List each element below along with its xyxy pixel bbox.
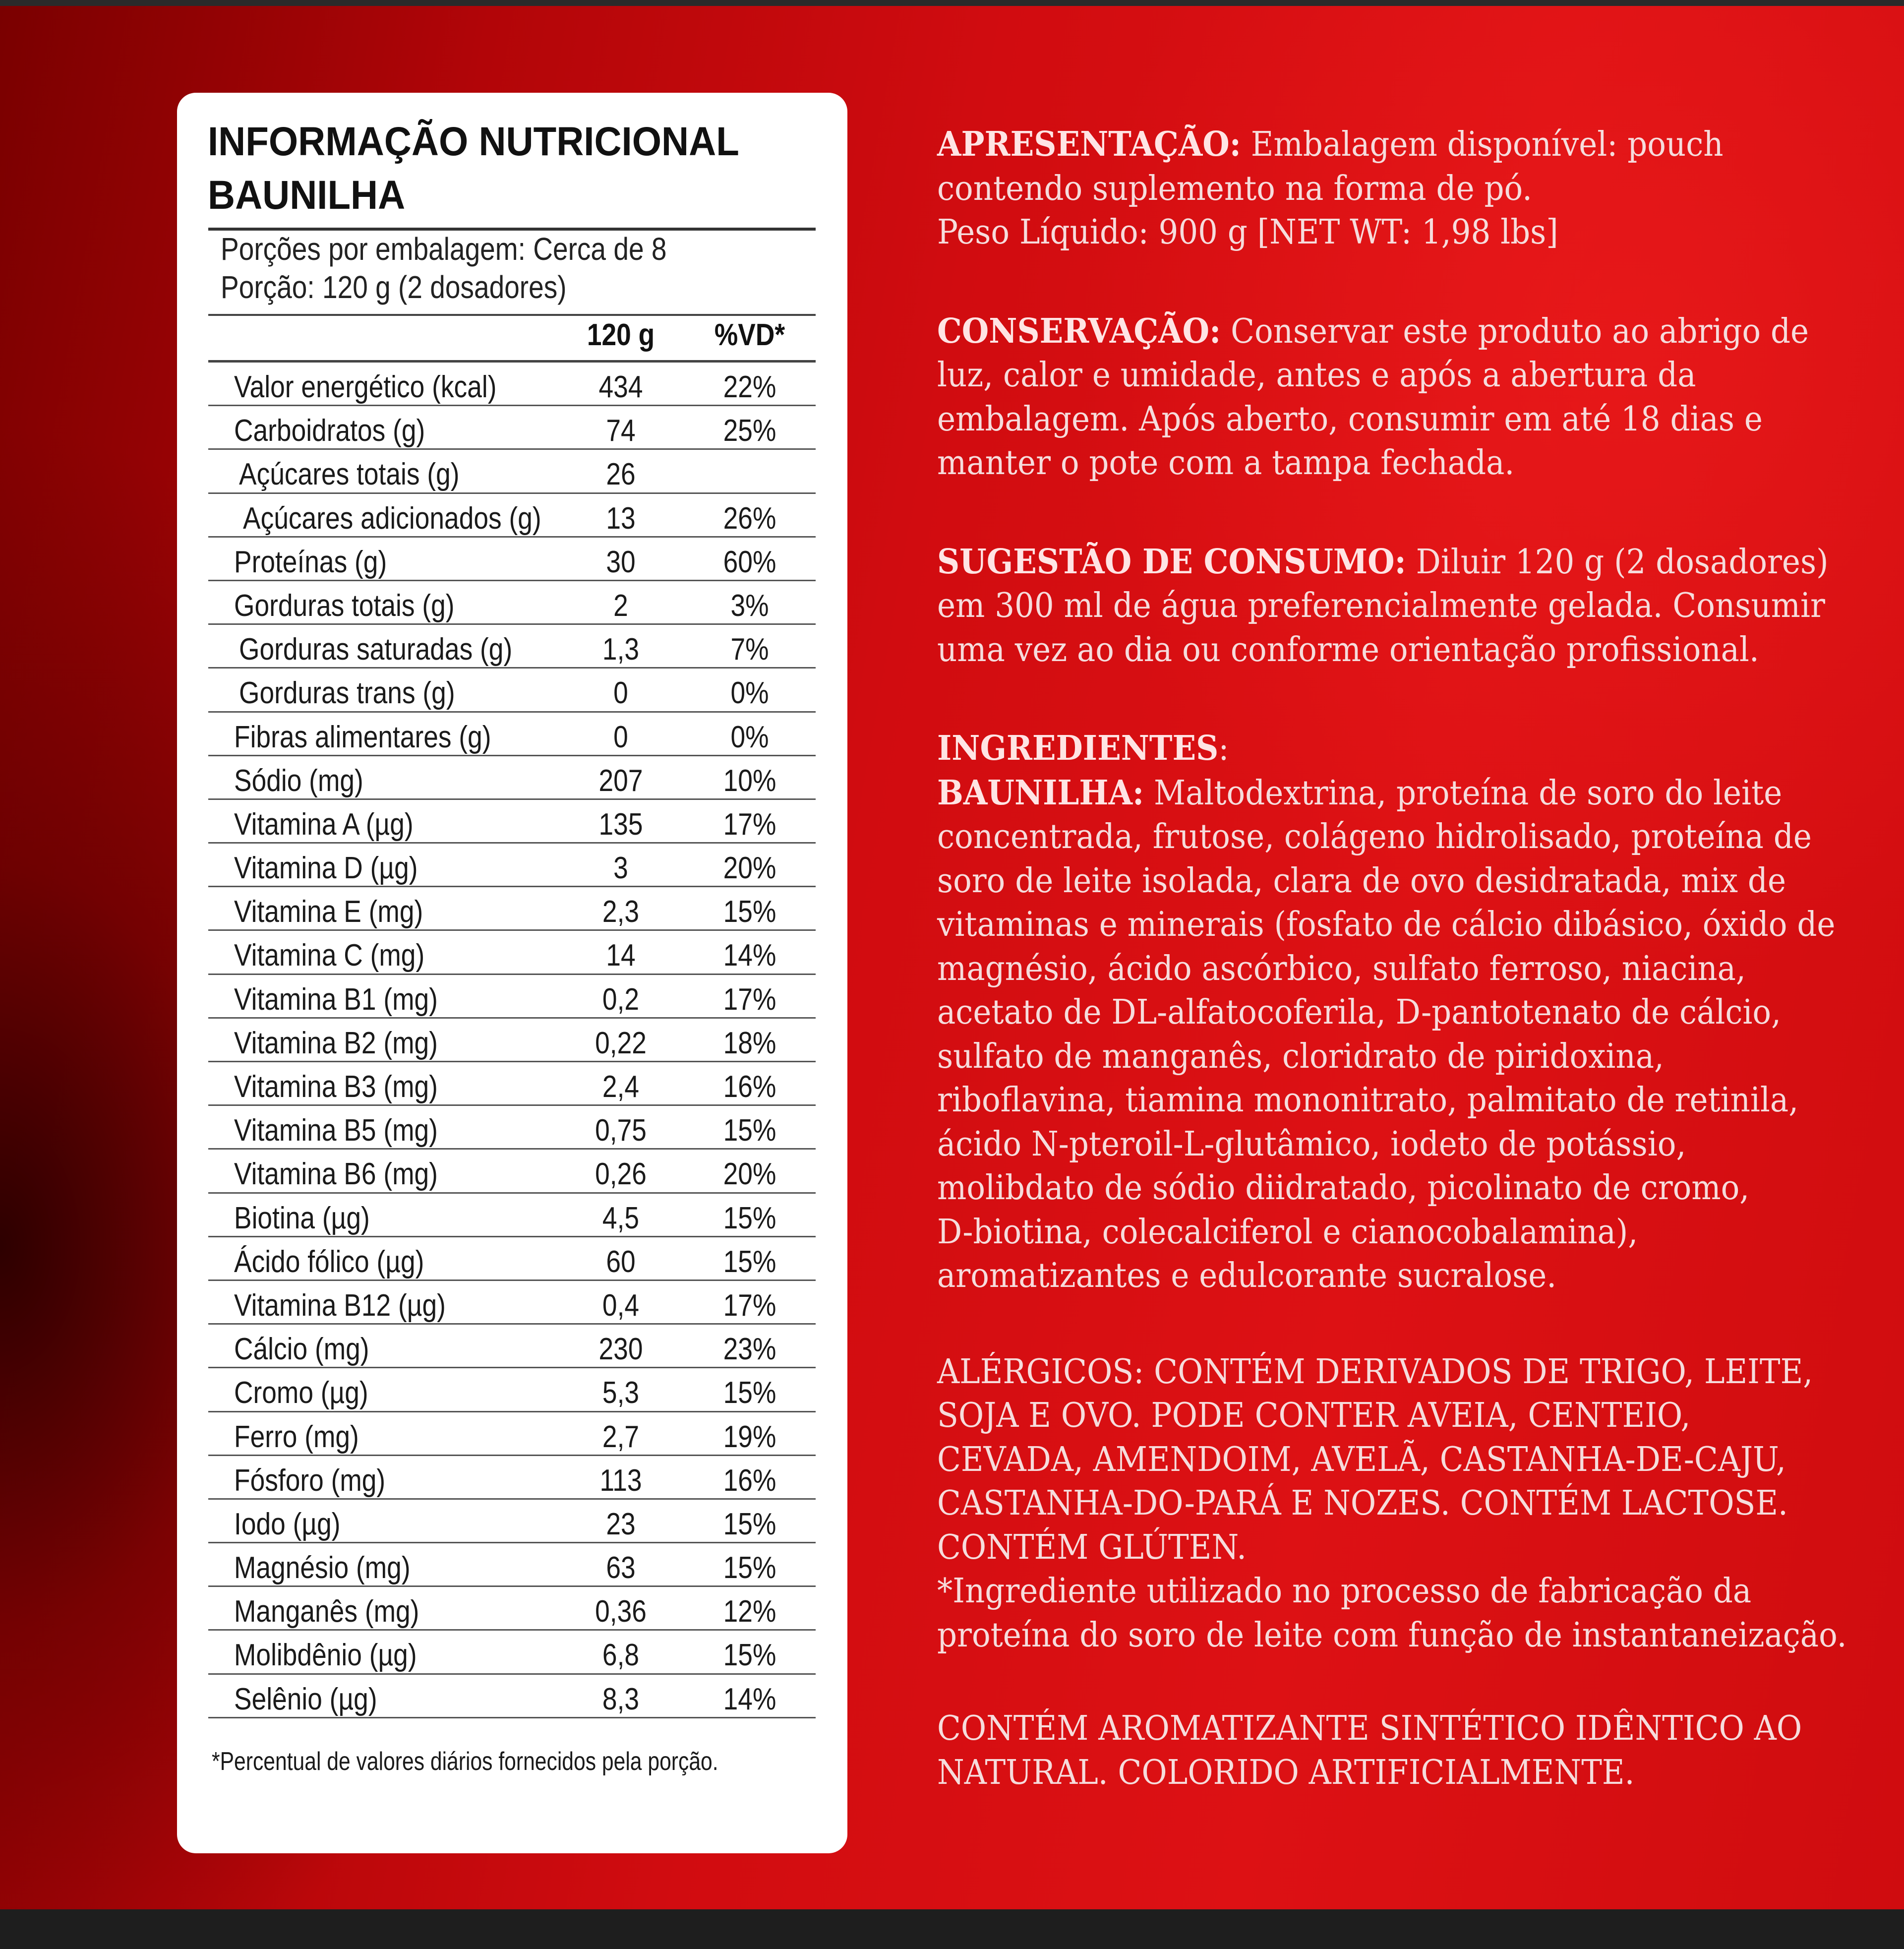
nutrient-name: Valor energético (kcal) [234, 370, 497, 404]
nutrient-amount: 230 [598, 1332, 643, 1367]
nutrient-daily-value: 10% [723, 763, 776, 798]
nutrient-name: Biotina (µg) [234, 1201, 370, 1235]
nutrient-row [208, 844, 816, 887]
ingredients-text: D-biotina, colecalciferol e cianocobalamina), [937, 1212, 1638, 1252]
nutrient-table [208, 363, 816, 1718]
nutrient-name: Ácido fólico (µg) [234, 1244, 424, 1279]
nutrient-daily-value: 16% [723, 1070, 776, 1104]
nutrient-amount: 74 [606, 414, 636, 448]
nutrient-name: Gorduras trans (g) [239, 676, 455, 711]
serving-divider [208, 314, 816, 316]
nutrient-row [208, 1631, 816, 1674]
allergens-line [937, 1394, 1849, 1438]
ingredients-line [937, 1079, 1849, 1123]
conservation-line [937, 441, 1849, 486]
ingredient-note-text: *Ingrediente utilizado no processo de fabricação da [937, 1572, 1752, 1611]
nutrient-daily-value: 19% [723, 1419, 776, 1454]
nutrient-name: Vitamina B1 (mg) [234, 982, 438, 1017]
ingredients-line [937, 1166, 1849, 1211]
nutrient-row [208, 494, 816, 538]
nutrient-row [208, 1106, 816, 1150]
ingredient-note-line [937, 1570, 1849, 1614]
ingredients-text: sulfato de manganês, cloridrato de piridoxina, [937, 1036, 1664, 1076]
nutrient-amount: 5,3 [602, 1376, 640, 1410]
nutrient-daily-value: 15% [723, 1551, 776, 1585]
nutrient-name: Vitamina C (mg) [234, 938, 425, 973]
nutrient-row [208, 1150, 816, 1193]
nutrient-name: Açúcares totais (g) [239, 457, 460, 492]
nutrient-daily-value: 22% [723, 370, 776, 404]
serving-size: Porção: 120 g (2 dosadores) [221, 269, 567, 305]
nutrient-amount: 63 [606, 1551, 636, 1585]
ingredients-text: molibdato de sódio diidratado, picolinato de cromo, [937, 1168, 1750, 1208]
nutrient-name: Cromo (µg) [234, 1376, 368, 1410]
nutrient-amount: 60 [606, 1244, 636, 1279]
usage-text: uma vez ao dia ou conforme orientação profissional. [937, 630, 1759, 670]
nutrient-amount: 14 [606, 938, 636, 973]
nutrient-daily-value: 15% [723, 1113, 776, 1148]
conservation-label: CONSERVAÇÃO: [937, 311, 1221, 351]
nutrient-name: Vitamina B6 (mg) [234, 1157, 438, 1192]
nutrient-amount: 4,5 [602, 1201, 640, 1235]
conservation-text: embalagem. Após aberto, consumir em até 18 dias e [937, 399, 1763, 439]
ingredients-line [937, 1211, 1849, 1255]
conservation-text: Conservar este produto ao abrigo de [1221, 311, 1809, 351]
nutrient-name: Vitamina B3 (mg) [234, 1070, 438, 1104]
ingredients-text: aromatizantes e edulcorante sucralose. [937, 1256, 1557, 1295]
presentation-line [937, 122, 1849, 167]
nutrient-daily-value: 15% [723, 1376, 776, 1410]
nutrient-name: Vitamina A (µg) [234, 807, 414, 842]
nutrient-row [208, 756, 816, 800]
ingredient-note-text: proteína do soro de leite com função de instantaneização. [937, 1615, 1847, 1655]
nutrient-daily-value: 16% [723, 1463, 776, 1498]
conservation-section [937, 309, 1849, 486]
nutrient-daily-value: 14% [723, 938, 776, 973]
nutrient-row [208, 669, 816, 712]
ingredients-line [937, 1254, 1849, 1298]
allergens-line [937, 1350, 1849, 1395]
nutrition-title [208, 115, 789, 222]
ingredients-line [937, 815, 1849, 859]
ingredients-text: vitaminas e minerais (fosfato de cálcio dibásico, óxido de [937, 905, 1836, 944]
nutrient-amount: 0,36 [595, 1594, 647, 1629]
ingredients-text: ácido N-pteroil-L-glutâmico, iodeto de potássio, [937, 1124, 1686, 1164]
allergens-line [937, 1482, 1849, 1526]
nutrient-name: Gorduras totais (g) [234, 588, 455, 623]
nutrient-amount: 0 [613, 676, 628, 711]
ingredients-line [937, 947, 1849, 991]
allergens-text: CASTANHA-DO-PARÁ E NOZES. CONTÉM LACTOSE. [937, 1484, 1788, 1523]
servings-per-package: Porções por embalagem: Cerca de 8 [221, 231, 667, 267]
nutrient-amount: 2,7 [602, 1419, 640, 1454]
nutrient-daily-value: 0% [730, 676, 769, 711]
nutrient-daily-value: 15% [723, 1201, 776, 1235]
ingredients-line [937, 1035, 1849, 1079]
ingredients-text: soro de leite isolada, clara de ovo desidratada, mix de [937, 861, 1786, 901]
nutrient-amount: 2,4 [602, 1070, 640, 1104]
nutrient-name: Cálcio (mg) [234, 1332, 369, 1367]
nutrient-row [208, 1325, 816, 1368]
nutrient-amount: 2 [613, 588, 628, 623]
nutrient-row [208, 1456, 816, 1500]
nutrient-row [208, 625, 816, 669]
nutrient-daily-value: 17% [723, 807, 776, 842]
nutrition-facts-panel [177, 93, 847, 1853]
nutrient-daily-value: 14% [723, 1682, 776, 1716]
nutrient-row [208, 713, 816, 756]
ingredients-heading-colon: : [1218, 729, 1229, 768]
allergens-text: ALÉRGICOS: CONTÉM DERIVADOS DE TRIGO, LEITE, [937, 1352, 1813, 1392]
nutrient-amount: 0,22 [595, 1026, 647, 1060]
nutrient-daily-value: 18% [723, 1026, 776, 1060]
allergens-line [937, 1526, 1849, 1570]
nutrient-amount: 0,4 [602, 1288, 640, 1323]
nutrient-row [208, 1237, 816, 1281]
nutrient-daily-value: 20% [723, 851, 776, 886]
nutrient-row [208, 887, 816, 931]
allergens-line [937, 1438, 1849, 1482]
nutrient-amount: 8,3 [602, 1682, 640, 1716]
usage-label: SUGESTÃO DE CONSUMO: [937, 542, 1406, 582]
ingredients-text: magnésio, ácido ascórbico, sulfato ferroso, niacina, [937, 949, 1746, 988]
nutrient-amount: 113 [599, 1463, 642, 1498]
presentation-text: Embalagem disponível: pouch [1241, 125, 1724, 164]
nutrition-title-line1: INFORMAÇÃO NUTRICIONAL [208, 119, 739, 164]
nutrient-row [208, 1194, 816, 1237]
nutrient-row [208, 538, 816, 581]
nutrient-row [208, 581, 816, 625]
ingredients-text: acetato de DL-alfatocoferila, D-pantotenato de cálcio, [937, 993, 1781, 1032]
ingredients-heading [937, 727, 1849, 771]
flavoring-section [937, 1707, 1849, 1795]
nutrient-amount: 26 [606, 457, 636, 492]
presentation-text: contendo suplemento na forma de pó. [937, 169, 1533, 208]
flavoring-line [937, 1707, 1849, 1751]
nutrient-row [208, 450, 816, 493]
ingredients-label: BAUNILHA: [937, 773, 1144, 813]
presentation-text: Peso Líquido: 900 g [NET WT: 1,98 lbs] [937, 213, 1558, 252]
nutrient-name: Gorduras saturadas (g) [239, 632, 513, 667]
nutrient-amount: 6,8 [602, 1638, 640, 1673]
nutrient-name: Molibdênio (µg) [234, 1638, 417, 1673]
allergens-text: CONTÉM GLÚTEN. [937, 1527, 1247, 1567]
nutrient-name: Açúcares adicionados (g) [243, 501, 541, 536]
nutrient-daily-value: 23% [723, 1332, 776, 1367]
usage-line [937, 540, 1849, 585]
nutrient-amount: 0,2 [602, 982, 640, 1017]
ingredients-line [937, 991, 1849, 1035]
usage-line [937, 628, 1849, 672]
nutrient-daily-value: 15% [723, 1638, 776, 1673]
nutrient-daily-value: 17% [723, 982, 776, 1017]
nutrient-daily-value: 17% [723, 1288, 776, 1323]
column-header-amount: 120 g [587, 318, 655, 352]
nutrient-name: Ferro (mg) [234, 1419, 359, 1454]
nutrient-amount: 2,3 [602, 895, 640, 929]
nutrient-amount: 0 [613, 720, 628, 754]
usage-suggestion-section [937, 540, 1849, 672]
nutrient-name: Vitamina B12 (µg) [234, 1288, 446, 1323]
nutrient-daily-value: 15% [723, 1244, 776, 1279]
nutrient-amount: 30 [606, 545, 636, 579]
presentation-label: APRESENTAÇÃO: [937, 124, 1241, 164]
flavoring-text: CONTÉM AROMATIZANTE SINTÉTICO IDÊNTICO AO [937, 1709, 1802, 1748]
conservation-text: manter o pote com a tampa fechada. [937, 443, 1515, 483]
nutrient-name: Vitamina D (µg) [234, 851, 418, 886]
ingredients-text: riboflavina, tiamina mononitrato, palmitato de retinila, [937, 1081, 1799, 1120]
nutrient-name: Proteínas (g) [234, 545, 387, 579]
nutrient-name: Fósforo (mg) [234, 1463, 386, 1498]
ingredients-section [937, 727, 1849, 1298]
nutrient-row [208, 1412, 816, 1456]
bottom-edge-strip [0, 1909, 1904, 1949]
nutrient-daily-value: 15% [723, 895, 776, 929]
conservation-text: luz, calor e umidade, antes e após a abertura da [937, 356, 1696, 395]
nutrient-name: Fibras alimentares (g) [234, 720, 491, 754]
allergens-text: SOJA E OVO. PODE CONTER AVEIA, CENTEIO, [937, 1396, 1691, 1435]
nutrient-row [208, 1587, 816, 1631]
ingredients-line [937, 771, 1849, 816]
nutrient-amount: 23 [606, 1507, 636, 1541]
nutrient-amount: 434 [598, 370, 643, 404]
nutrient-daily-value: 3% [730, 588, 769, 623]
presentation-section [937, 122, 1849, 255]
product-details [937, 122, 1854, 1849]
nutrient-amount: 0,26 [595, 1157, 647, 1192]
ingredients-line [937, 859, 1849, 904]
nutrient-row [208, 975, 816, 1019]
ingredient-note-section [937, 1570, 1849, 1657]
red-background [0, 6, 1904, 1909]
nutrient-row [208, 1062, 816, 1106]
conservation-line [937, 309, 1849, 354]
ingredients-text: concentrada, frutose, colágeno hidrolisado, proteína de [937, 817, 1812, 856]
ingredients-line [937, 1123, 1849, 1167]
nutrient-name: Vitamina E (mg) [234, 895, 423, 929]
nutrient-name: Iodo (µg) [234, 1507, 341, 1541]
nutrient-name: Vitamina B5 (mg) [234, 1113, 438, 1148]
nutrient-row [208, 931, 816, 974]
nutrient-row [208, 1500, 816, 1543]
ingredients-heading-text: INGREDIENTES [937, 729, 1219, 768]
nutrient-amount: 0,75 [595, 1113, 647, 1148]
nutrient-row [208, 363, 816, 406]
nutrient-name: Manganês (mg) [234, 1594, 419, 1629]
nutrient-daily-value: 7% [730, 632, 769, 667]
nutrient-row [208, 1543, 816, 1587]
nutrient-daily-value: 0% [730, 720, 769, 754]
conservation-line [937, 354, 1849, 398]
daily-value-footnote: *Percentual de valores diários fornecidos pela porção. [212, 1747, 718, 1776]
nutrient-daily-value: 60% [723, 545, 776, 579]
nutrient-amount: 1,3 [602, 632, 640, 667]
nutrient-name: Vitamina B2 (mg) [234, 1026, 438, 1060]
nutrient-daily-value: 20% [723, 1157, 776, 1192]
nutrient-row [208, 406, 816, 450]
nutrient-amount: 207 [598, 763, 643, 798]
ingredient-note-line [937, 1614, 1849, 1658]
allergens-section [937, 1350, 1849, 1570]
nutrient-daily-value: 15% [723, 1507, 776, 1541]
ingredients-text: Maltodextrina, proteína de soro do leite [1144, 773, 1783, 813]
nutrient-amount: 3 [613, 851, 628, 886]
nutrient-daily-value: 12% [723, 1594, 776, 1629]
flavoring-text: NATURAL. COLORIDO ARTIFICIALMENTE. [937, 1753, 1635, 1792]
presentation-line [937, 167, 1849, 211]
usage-text: em 300 ml de água preferencialmente gelada. Consumir [937, 586, 1825, 625]
nutrient-daily-value: 25% [723, 414, 776, 448]
column-header-daily-value: %VD* [714, 318, 785, 352]
usage-line [937, 584, 1849, 628]
nutrient-amount: 135 [598, 807, 643, 842]
nutrient-row [208, 800, 816, 844]
usage-text: Diluir 120 g (2 dosadores) [1406, 542, 1829, 582]
nutrient-row [208, 1019, 816, 1062]
nutrient-amount: 13 [606, 501, 636, 536]
nutrient-name: Sódio (mg) [234, 763, 363, 798]
nutrient-name: Carboidratos (g) [234, 414, 425, 448]
nutrient-name: Selênio (µg) [234, 1682, 377, 1716]
presentation-line [937, 211, 1849, 255]
nutrient-row [208, 1368, 816, 1412]
conservation-line [937, 398, 1849, 442]
allergens-text: CEVADA, AMENDOIM, AVELÃ, CASTANHA-DE-CAJU, [937, 1440, 1786, 1479]
nutrient-daily-value: 26% [723, 501, 776, 536]
flavoring-line [937, 1751, 1849, 1795]
nutrient-name: Magnésio (mg) [234, 1551, 411, 1585]
nutrition-title-flavor: BAUNILHA [208, 173, 406, 218]
nutrient-row [208, 1281, 816, 1325]
nutrient-row [208, 1675, 816, 1718]
ingredients-line [937, 903, 1849, 947]
